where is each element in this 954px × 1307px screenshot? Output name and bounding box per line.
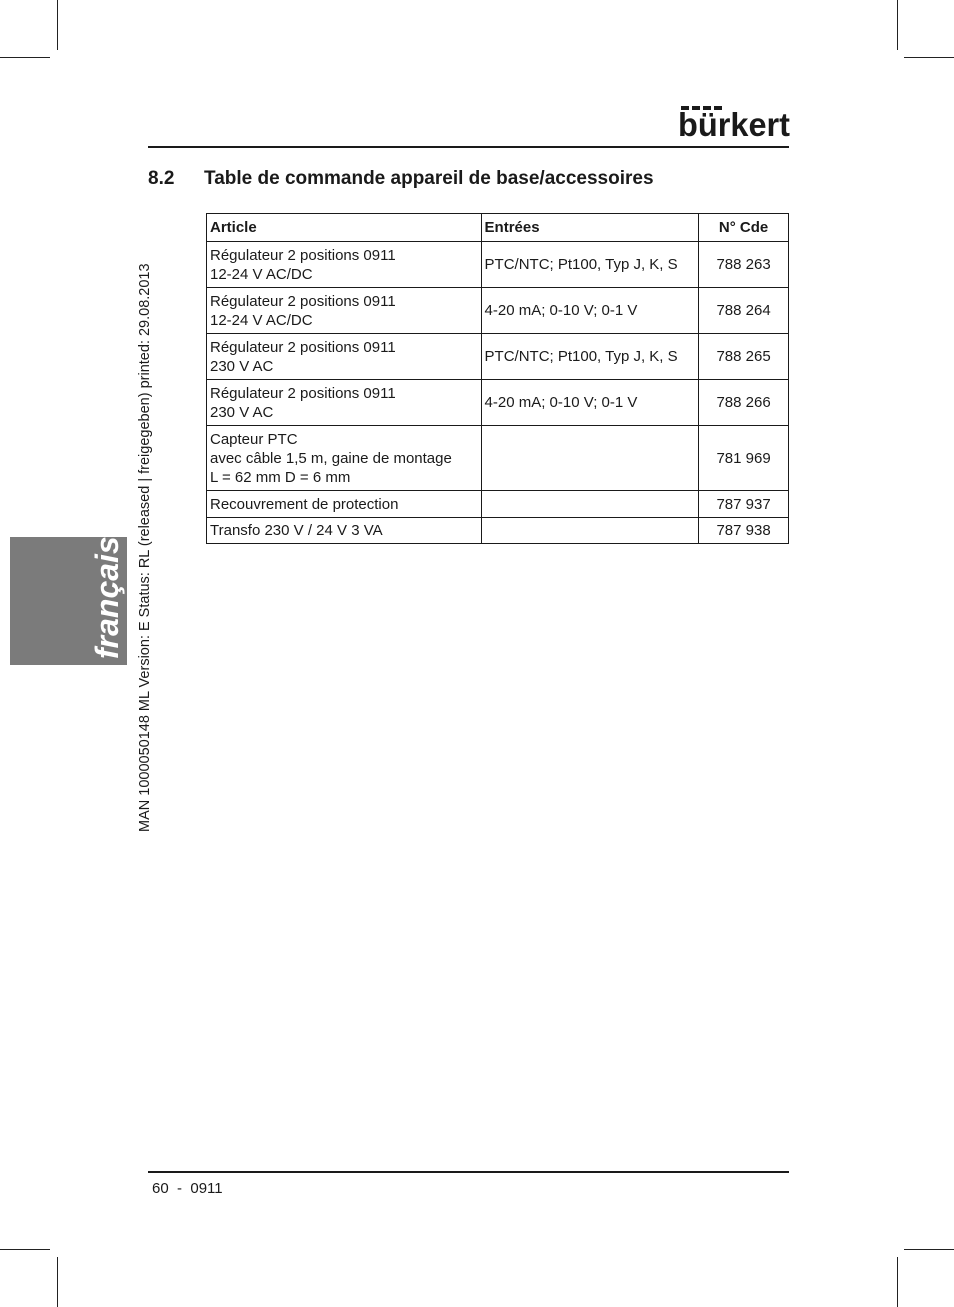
section-title: Table de commande appareil de base/accessoires [204, 168, 654, 189]
crop-mark [897, 0, 898, 50]
cell-ncde: 787 938 [699, 518, 789, 544]
table-header-row [207, 214, 789, 242]
table-row [207, 426, 789, 491]
section-number: 8.2 [148, 168, 175, 189]
crop-mark [897, 1257, 898, 1307]
cell-ncde: 788 263 [699, 242, 789, 288]
crop-mark [904, 1249, 954, 1250]
table-row [207, 334, 789, 380]
cell-entrees: PTC/NTC; Pt100, Typ J, K, S [481, 334, 699, 380]
cell-ncde: 788 266 [699, 380, 789, 426]
cell-entrees: 4-20 mA; 0-10 V; 0-1 V [481, 288, 699, 334]
language-tab-label: français [89, 536, 125, 659]
page-number: 60 - 0911 [152, 1180, 223, 1197]
brand-logo [678, 104, 790, 138]
crop-mark [57, 0, 58, 50]
brand-logo-text: bürkert [678, 106, 790, 138]
column-header-article: Article [207, 214, 482, 242]
document-meta: MAN 1000050148 ML Version: E Status: RL (released | freigegeben) printed: 29.08.2013 [137, 263, 153, 832]
cell-entrees: 4-20 mA; 0-10 V; 0-1 V [481, 380, 699, 426]
table-row [207, 380, 789, 426]
crop-mark [0, 57, 50, 58]
table-row [207, 242, 789, 288]
column-header-entrees: Entrées [481, 214, 699, 242]
cell-article: Régulateur 2 positions 0911 230 V AC [207, 334, 482, 380]
cell-entrees: PTC/NTC; Pt100, Typ J, K, S [481, 242, 699, 288]
table-row [207, 288, 789, 334]
cell-ncde: 787 937 [699, 491, 789, 518]
cell-article: Régulateur 2 positions 0911 230 V AC [207, 380, 482, 426]
table-row [207, 518, 789, 544]
language-tab [10, 537, 127, 665]
cell-ncde: 781 969 [699, 426, 789, 491]
cell-entrees [481, 491, 699, 518]
cell-entrees [481, 426, 699, 491]
crop-mark [57, 1257, 58, 1307]
crop-mark [0, 1249, 50, 1250]
footer-rule [148, 1171, 789, 1173]
cell-article: Recouvrement de protection [207, 491, 482, 518]
header-rule [148, 146, 789, 148]
crop-mark [904, 57, 954, 58]
cell-entrees [481, 518, 699, 544]
column-header-ncde: N° Cde [699, 214, 789, 242]
table-row [207, 491, 789, 518]
section-heading [148, 168, 654, 190]
cell-article: Transfo 230 V / 24 V 3 VA [207, 518, 482, 544]
order-table [206, 213, 789, 544]
cell-ncde: 788 265 [699, 334, 789, 380]
cell-article: Capteur PTC avec câble 1,5 m, gaine de montage L = 62 mm D = 6 mm [207, 426, 482, 491]
cell-article: Régulateur 2 positions 0911 12-24 V AC/DC [207, 288, 482, 334]
cell-ncde: 788 264 [699, 288, 789, 334]
cell-article: Régulateur 2 positions 0911 12-24 V AC/DC [207, 242, 482, 288]
